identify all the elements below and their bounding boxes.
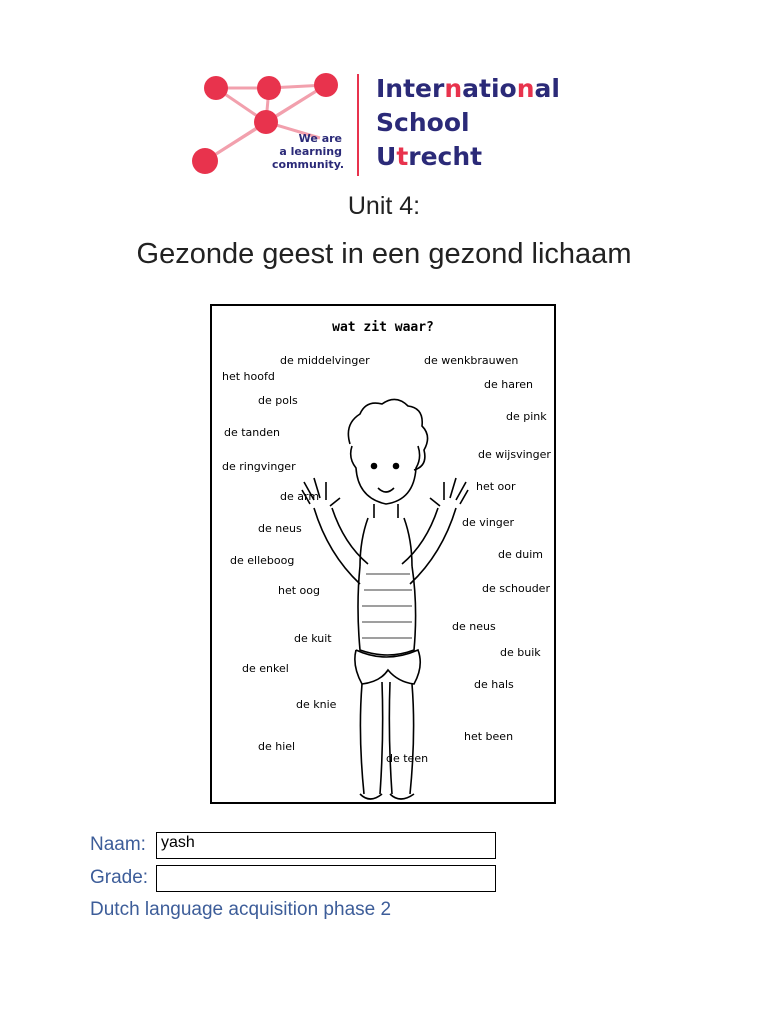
label-de-buik: de buik (500, 646, 541, 659)
logo-wordmark: International School Utrecht (376, 74, 560, 171)
label-de-kuit: de kuit (294, 632, 332, 645)
label-het-been: het been (464, 730, 514, 743)
name-label: Naam: (90, 834, 146, 855)
page-title: Gezonde geest in een gezond lichaam (136, 238, 632, 270)
school-logo (190, 68, 590, 180)
label-het-oog: het oog (278, 584, 320, 597)
label-de-ringvinger: de ringvinger (222, 460, 296, 473)
label-de-elleboog: de elleboog (230, 554, 295, 567)
label-de-knie: de knie (296, 698, 337, 711)
worksheet-title: wat zit waar? (332, 320, 434, 335)
grade-label: Grade: (90, 867, 149, 888)
label-de-pols: de pols (258, 394, 298, 407)
label-de-teen: de teen (386, 752, 429, 765)
grade-field[interactable] (156, 865, 496, 892)
phase-subtitle: Dutch language acquisition phase 2 (90, 899, 392, 920)
label-de-neus: de neus (258, 522, 302, 535)
label-de-pink: de pink (506, 410, 547, 423)
label-de-hiel: de hiel (258, 740, 296, 753)
label-de-wenkbrauwen: de wenkbrauwen (424, 354, 519, 367)
unit-heading: Unit 4: (347, 192, 421, 220)
label-het-oor: het oor (476, 480, 516, 493)
label-de-neus-2: de neus (452, 620, 496, 633)
label-de-hals: de hals (474, 678, 514, 691)
worksheet-image (210, 304, 556, 804)
label-de-arm: de arm (280, 490, 320, 503)
label-de-vinger: de vinger (462, 516, 515, 529)
label-de-enkel: de enkel (242, 662, 289, 675)
label-de-schouder: de schouder (482, 582, 550, 595)
label-het-hoofd: het hoofd (222, 370, 275, 383)
label-de-haren: de haren (484, 378, 533, 391)
label-de-duim: de duim (498, 548, 543, 561)
label-de-wijsvinger: de wijsvinger (478, 448, 551, 461)
label-de-middelvinger: de middelvinger (280, 354, 370, 367)
logo-tagline: We are a learning community. (272, 132, 345, 171)
name-field[interactable]: yash (156, 832, 496, 859)
label-de-tanden: de tanden (224, 426, 280, 439)
